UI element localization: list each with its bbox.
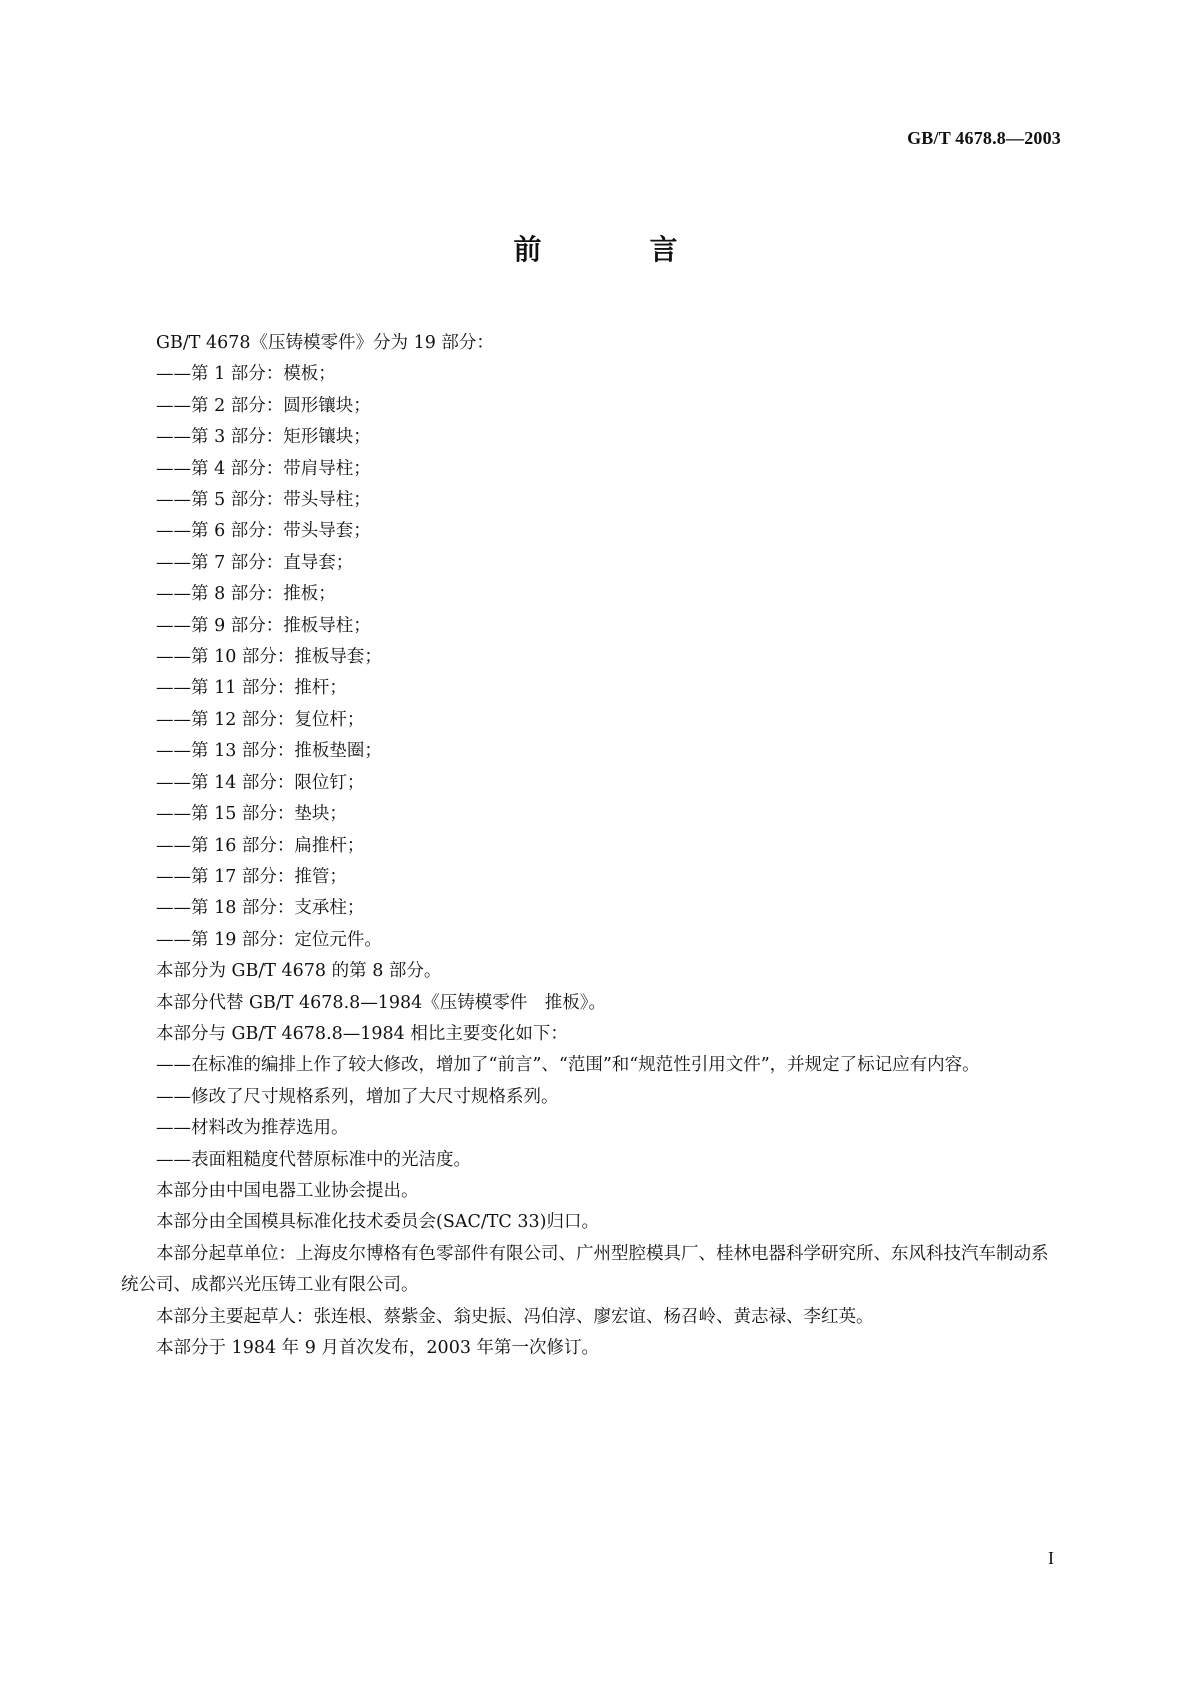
change-item: ——在标准的编排上作了较大修改，增加了“前言”、“范围”和“规范性引用文件”，并规定了标记应有内容。 (156, 1055, 980, 1076)
list-item: ——第 3 部分：矩形镶块； (156, 427, 371, 448)
standard-code: GB/T 4678.8—2003 (907, 128, 1061, 148)
list-item: ——第 16 部分：扁推杆； (156, 835, 365, 856)
list-item: ——第 9 部分：推板导柱； (156, 615, 371, 636)
changes-intro: 本部分与 GB/T 4678.8—1984 相比主要变化如下： (156, 1023, 568, 1044)
history-statement: 本部分于 1984 年 9 月首次发布，2003 年第一次修订。 (156, 1338, 600, 1358)
this-part-statement: 本部分为 GB/T 4678 的第 8 部分。 (156, 961, 442, 982)
list-item: ——第 2 部分：圆形镶块； (156, 395, 371, 416)
list-item: ——第 1 部分：模板； (156, 364, 336, 385)
change-item: ——材料改为推荐选用。 (156, 1118, 349, 1139)
changes-list (121, 1050, 1060, 1176)
replaces-statement: 本部分代替 GB/T 4678.8—1984《压铸模零件 推板》。 (156, 992, 607, 1013)
proposed-by-statement: 本部分由中国电器工业协会提出。 (156, 1180, 419, 1201)
intro-paragraph: GB/T 4678《压铸模零件》分为 19 部分： (156, 333, 494, 353)
list-item: ——第 7 部分：直导套； (156, 552, 354, 573)
list-item: ——第 11 部分：推杆； (156, 678, 347, 699)
list-item: ——第 12 部分：复位杆； (156, 709, 365, 730)
list-item: ——第 14 部分：限位钉； (156, 772, 365, 793)
managed-by-statement: 本部分由全国模具标准化技术委员会(SAC/TC 33)归口。 (156, 1212, 599, 1233)
list-item: ——第 5 部分：带头导柱； (156, 490, 371, 511)
list-item: ——第 8 部分：推板； (156, 584, 336, 605)
parts-list (121, 359, 1060, 956)
list-item: ——第 19 部分：定位元件。 (156, 929, 382, 950)
list-item: ——第 6 部分：带头导套； (156, 521, 371, 542)
page-title: 前 言 (513, 233, 718, 266)
list-item: ——第 10 部分：推板导套； (156, 647, 382, 668)
change-item: ——修改了尺寸规格系列，增加了大尺寸规格系列。 (156, 1086, 559, 1107)
list-item: ——第 13 部分：推板垫圈； (156, 741, 382, 762)
page-number: I (1048, 1548, 1054, 1568)
list-item: ——第 17 部分：推管； (156, 866, 347, 887)
list-item: ——第 18 部分：支承柱； (156, 898, 365, 919)
drafting-units-statement: 本部分起草单位：上海皮尔博格有色零部件有限公司、广州型腔模具厂、桂林电器科学研究所、东风科技汽车制动系统公司、成都兴光压铸工业有限公司。 (121, 1243, 1049, 1296)
foreword-body (121, 328, 1060, 1364)
list-item: ——第 15 部分：垫块； (156, 804, 347, 825)
change-item: ——表面粗糙度代替原标准中的光洁度。 (156, 1149, 471, 1170)
drafters-statement: 本部分主要起草人：张连根、蔡紫金、翁史振、冯伯淳、廖宏谊、杨召岭、黄志禄、李红英。 (156, 1306, 874, 1327)
list-item: ——第 4 部分：带肩导柱； (156, 458, 371, 479)
